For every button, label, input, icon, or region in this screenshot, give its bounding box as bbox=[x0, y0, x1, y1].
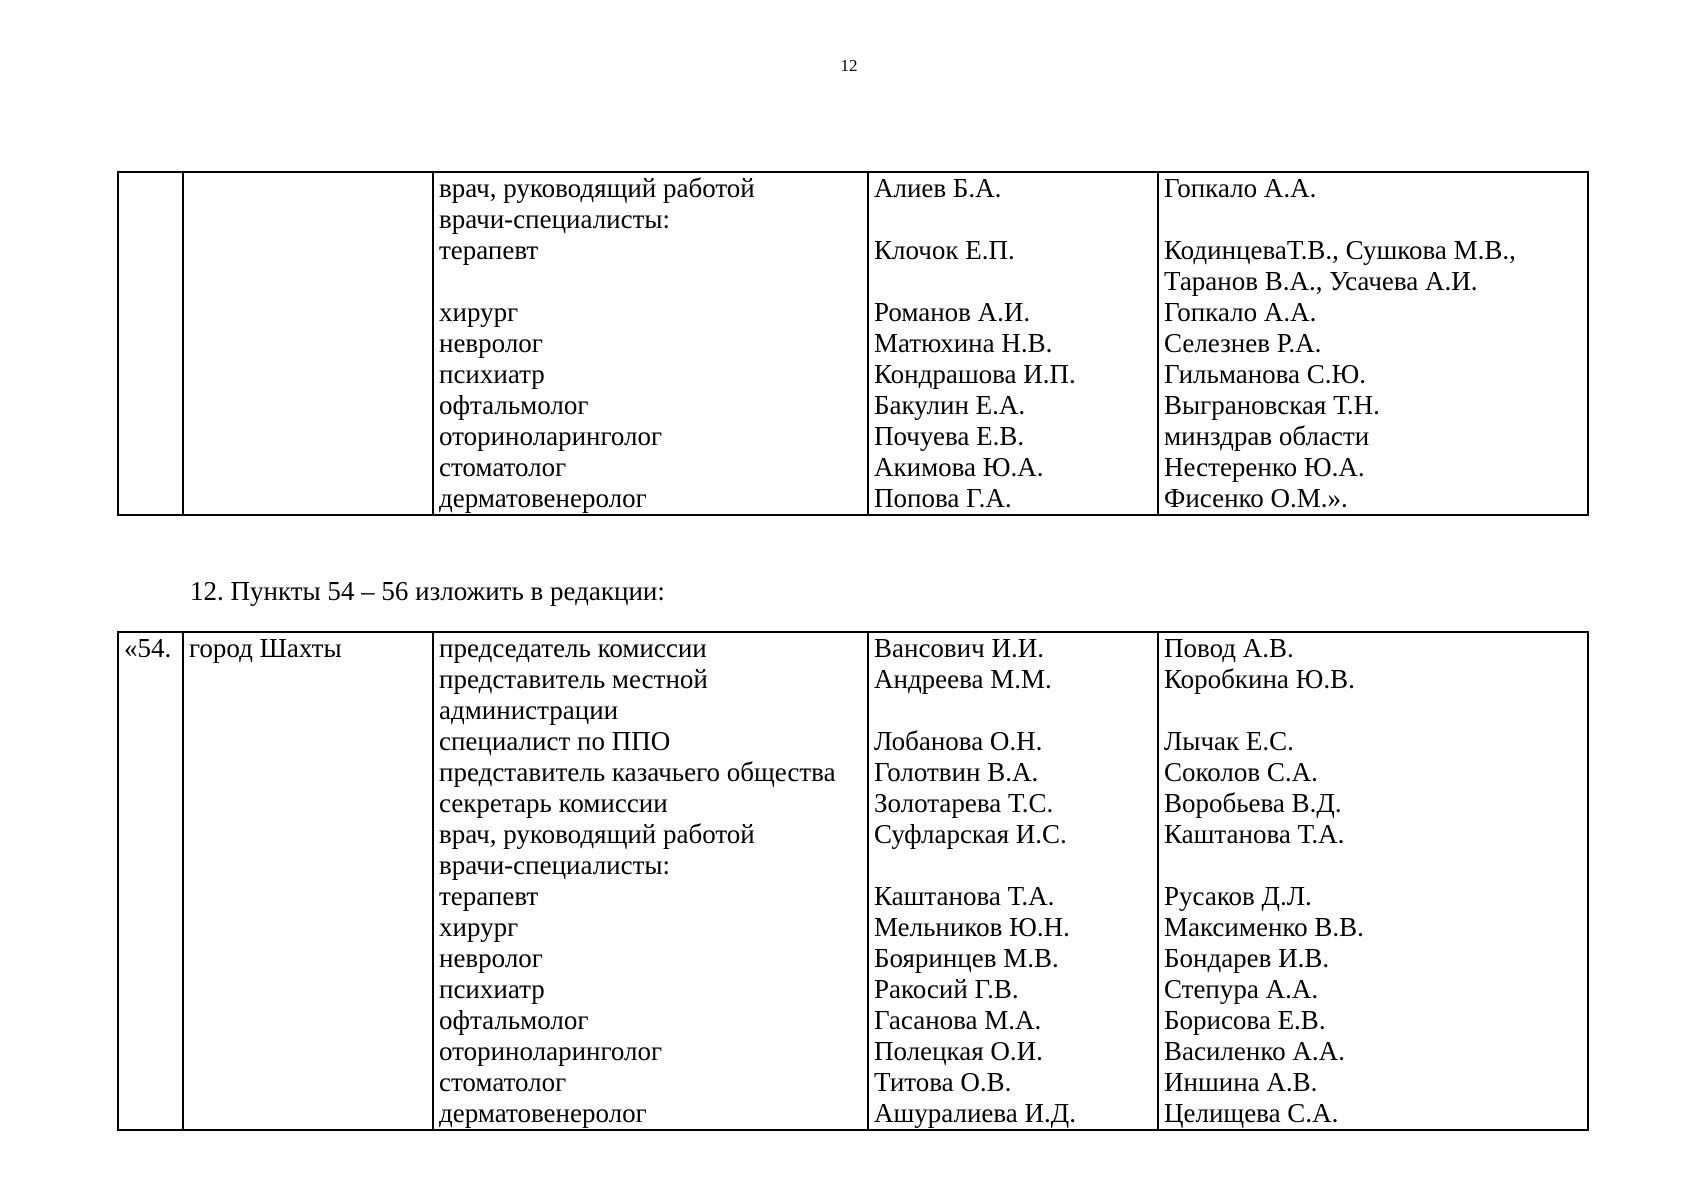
reserve-member-name bbox=[1164, 850, 1582, 881]
reserve-member-name: Нестеренко Ю.А. bbox=[1164, 452, 1365, 482]
role-label: хирург bbox=[439, 297, 519, 327]
role-label: оториноларинголог bbox=[439, 421, 663, 451]
main-member-name: Бакулин Е.А. bbox=[874, 390, 1026, 420]
main-member-name bbox=[874, 850, 1152, 881]
main-member-name: Полецкая О.И. bbox=[874, 1036, 1043, 1066]
role-label: психиатр bbox=[439, 359, 545, 389]
role-label: секретарь комиссии bbox=[439, 788, 668, 818]
role-label: офтальмолог bbox=[439, 1005, 589, 1035]
role-label: дерматовенеролог bbox=[439, 1098, 647, 1128]
main-member-name: Акимова Ю.А. bbox=[874, 452, 1044, 482]
main-member-name: Алиев Б.А. bbox=[874, 173, 1002, 203]
reserve-member-name: Фисенко О.М.». bbox=[1164, 483, 1348, 513]
main-member-name: Золотарева Т.С. bbox=[874, 788, 1054, 818]
city-cell bbox=[183, 632, 433, 1130]
reserve-member-name bbox=[1164, 204, 1582, 235]
main-member-name: Ракосий Г.В. bbox=[874, 974, 1019, 1004]
role-label: дерматовенеролог bbox=[439, 483, 647, 513]
role-label: администрации bbox=[439, 695, 619, 725]
main-member-name bbox=[874, 695, 1152, 726]
paragraph-text: 12. Пункты 54 – 56 изложить в редакции: bbox=[190, 576, 665, 606]
main-member-name: Лобанова О.Н. bbox=[874, 726, 1043, 756]
main-member-name: Романов А.И. bbox=[874, 297, 1031, 327]
main-member-cell bbox=[868, 172, 1158, 515]
commission-table-continued bbox=[117, 171, 1589, 516]
main-member-name: Ашуралиева И.Д. bbox=[874, 1098, 1076, 1128]
main-member-name: Попова Г.А. bbox=[874, 483, 1012, 513]
main-member-name: Мельников Ю.Н. bbox=[874, 912, 1070, 942]
main-member-name: Вансович И.И. bbox=[874, 633, 1044, 663]
reserve-member-name: Коробкина Ю.В. bbox=[1164, 664, 1355, 694]
reserve-member-cell bbox=[1158, 172, 1588, 515]
main-member-name: Гасанова М.А. bbox=[874, 1005, 1042, 1035]
number-cell bbox=[118, 632, 183, 1130]
role-label: оториноларинголог bbox=[439, 1036, 663, 1066]
main-member-name: Каштанова Т.А. bbox=[874, 881, 1055, 911]
role-label: терапевт bbox=[439, 235, 539, 265]
reserve-member-name: минздрав области bbox=[1164, 421, 1370, 451]
reserve-member-name: Бондарев И.В. bbox=[1164, 943, 1330, 973]
role-label: психиатр bbox=[439, 974, 545, 1004]
role-label: представитель местной bbox=[439, 664, 708, 694]
reserve-member-name bbox=[1164, 695, 1582, 726]
main-member-name: Кондрашова И.П. bbox=[874, 359, 1076, 389]
page-number: 12 bbox=[840, 56, 858, 75]
role-cell bbox=[433, 172, 868, 515]
reserve-member-name: Повод А.В. bbox=[1164, 633, 1294, 663]
reserve-member-name: Василенко А.А. bbox=[1164, 1036, 1345, 1066]
table-row bbox=[118, 172, 1588, 515]
reserve-member-name: Иншина А.В. bbox=[1164, 1067, 1318, 1097]
role-label: врачи-специалисты: bbox=[439, 850, 671, 880]
reserve-member-name: Каштанова Т.А. bbox=[1164, 819, 1345, 849]
role-label: врач, руководящий работой bbox=[439, 819, 755, 849]
number-cell bbox=[118, 172, 183, 515]
reserve-member-name: Воробьева В.Д. bbox=[1164, 788, 1342, 818]
city-name: город Шахты bbox=[189, 633, 342, 663]
role-label: представитель казачьего общества bbox=[439, 757, 836, 787]
role-label: председатель комиссии bbox=[439, 633, 707, 663]
reserve-member-name: Степура А.А. bbox=[1164, 974, 1319, 1004]
role-cell bbox=[433, 632, 868, 1130]
reserve-member-name: Целищева С.А. bbox=[1164, 1098, 1339, 1128]
reserve-member-name: Борисова Е.В. bbox=[1164, 1005, 1326, 1035]
role-label: врачи-специалисты: bbox=[439, 204, 671, 234]
main-member-name: Андреева М.М. bbox=[874, 664, 1052, 694]
role-label: офтальмолог bbox=[439, 390, 589, 420]
main-member-name bbox=[874, 204, 1152, 235]
role-label: терапевт bbox=[439, 881, 539, 911]
main-member-name: Титова О.В. bbox=[874, 1067, 1012, 1097]
reserve-member-name: Русаков Д.Л. bbox=[1164, 881, 1312, 911]
reserve-member-name: Селезнев Р.А. bbox=[1164, 328, 1322, 358]
role-label: врач, руководящий работой bbox=[439, 173, 755, 203]
table-row bbox=[118, 632, 1588, 1130]
reserve-member-cell bbox=[1158, 632, 1588, 1130]
role-label: специалист по ППО bbox=[439, 726, 671, 756]
role-label: невролог bbox=[439, 328, 543, 358]
main-member-name: Суфларская И.С. bbox=[874, 819, 1067, 849]
commission-table-shakhty bbox=[117, 631, 1589, 1131]
main-member-name: Почуева Е.В. bbox=[874, 421, 1025, 451]
reserve-member-name: Лычак Е.С. bbox=[1164, 726, 1294, 756]
reserve-member-name: Таранов В.А., Усачева А.И. bbox=[1164, 266, 1478, 296]
main-member-name: Голотвин В.А. bbox=[874, 757, 1039, 787]
main-member-cell bbox=[868, 632, 1158, 1130]
reserve-member-name: Выграновская Т.Н. bbox=[1164, 390, 1380, 420]
reserve-member-name: КодинцеваТ.В., Сушкова М.В., bbox=[1164, 235, 1516, 265]
role-label: стоматолог bbox=[439, 452, 567, 482]
role-label: хирург bbox=[439, 912, 519, 942]
reserve-member-name: Максименко В.В. bbox=[1164, 912, 1364, 942]
role-label: стоматолог bbox=[439, 1067, 567, 1097]
reserve-member-name: Гильманова С.Ю. bbox=[1164, 359, 1367, 389]
role-label: невролог bbox=[439, 943, 543, 973]
main-member-name bbox=[874, 266, 1152, 297]
reserve-member-name: Гопкало А.А. bbox=[1164, 297, 1317, 327]
role-label bbox=[439, 266, 862, 297]
main-member-name: Матюхина Н.В. bbox=[874, 328, 1053, 358]
reserve-member-name: Соколов С.А. bbox=[1164, 757, 1318, 787]
city-cell bbox=[183, 172, 433, 515]
main-member-name: Клочок Е.П. bbox=[874, 235, 1015, 265]
main-member-name: Бояринцев М.В. bbox=[874, 943, 1059, 973]
item-number: «54. bbox=[124, 633, 172, 663]
reserve-member-name: Гопкало А.А. bbox=[1164, 173, 1317, 203]
